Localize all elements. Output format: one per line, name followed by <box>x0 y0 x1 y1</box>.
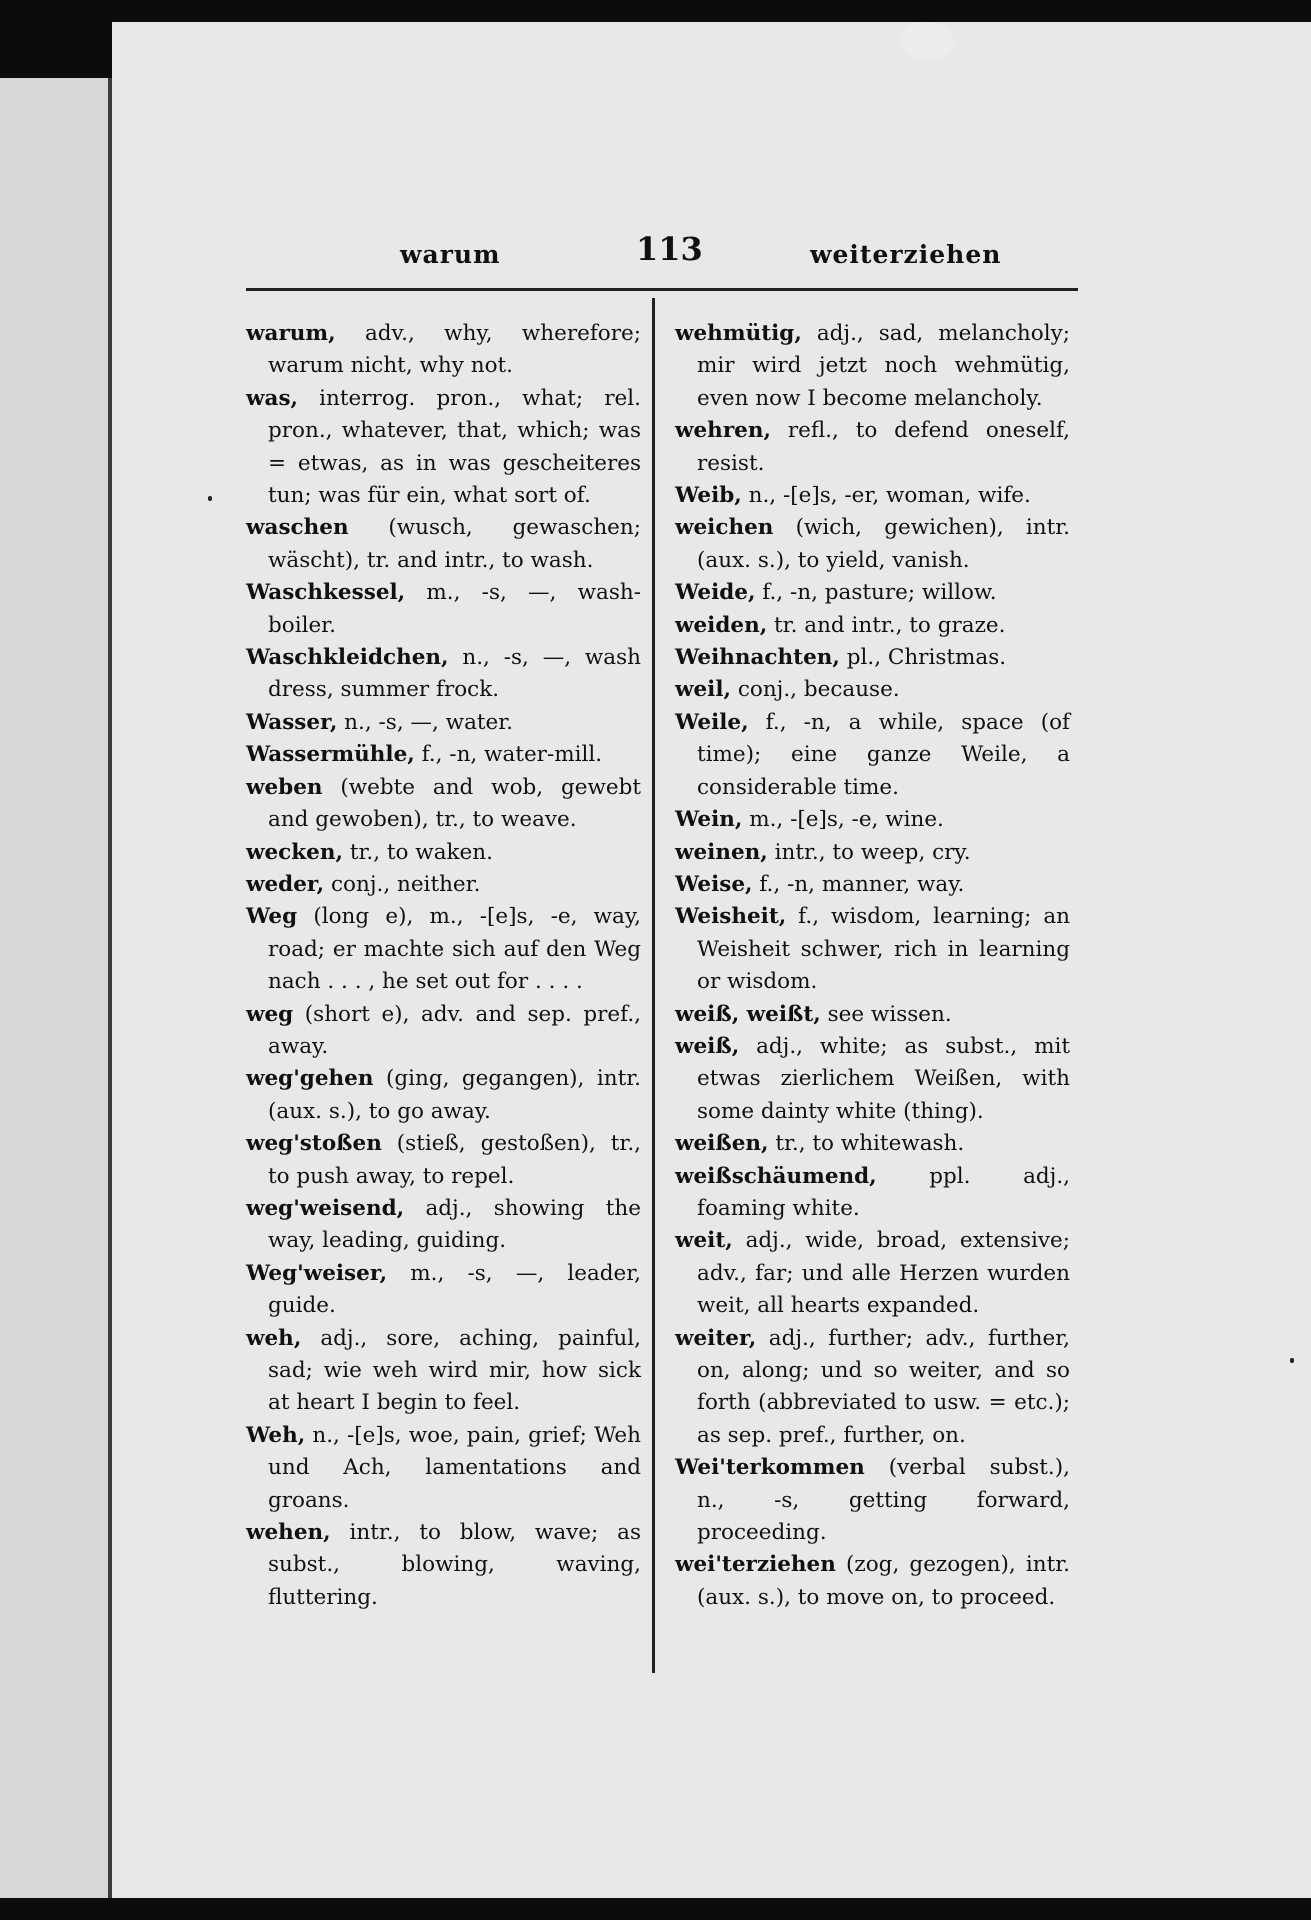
definition: m., -s, —, wash-boiler. <box>268 580 641 638</box>
headword: was, <box>246 385 299 411</box>
headword: waschen <box>246 515 349 541</box>
dictionary-entry <box>246 512 641 577</box>
headword: weichen <box>675 515 774 541</box>
definition: intr., to weep, cry. <box>767 839 971 865</box>
definition: pl., Christmas. <box>839 645 1007 671</box>
headword: weiter, <box>675 1325 757 1351</box>
headword: weg <box>246 1001 294 1027</box>
headword: Wassermühle, <box>246 742 415 768</box>
headword: Weile, <box>675 709 749 735</box>
header-rule <box>246 288 1078 291</box>
left-column <box>246 318 641 1614</box>
dictionary-entry <box>246 1193 641 1258</box>
dictionary-entry <box>246 707 641 739</box>
headword: weil, <box>675 677 732 703</box>
headword: weg'weisend, <box>246 1195 405 1221</box>
headword: Wasser, <box>246 709 338 735</box>
dictionary-entry <box>675 642 1070 674</box>
dictionary-entry <box>675 837 1070 869</box>
definition: interrog. pron., what; rel. pron., whatever, that, which; was = etwas, as in was gescheiteres tun; was für ein, what sort of. <box>268 385 641 509</box>
dictionary-entry <box>675 804 1070 836</box>
headword: wei'terziehen <box>675 1552 836 1578</box>
definition: m., -s, —, leader, guide. <box>268 1260 641 1319</box>
running-head-right: weiterziehen <box>810 240 1002 269</box>
headword: Wein, <box>675 807 743 833</box>
definition: adj., sad, melancholy; mir wird jetzt noch wehmütig, even now I become melancholy. <box>697 321 1070 411</box>
definition: f., -n, water-mill. <box>414 742 603 768</box>
definition: (zog, gezogen), intr. (aux. s.), to move on, to proceed. <box>697 1552 1070 1610</box>
headword: Weide, <box>675 580 756 606</box>
definition: (verbal subst.), n., -s, getting forward, proceeding. <box>697 1455 1070 1546</box>
dictionary-entry <box>246 1128 641 1193</box>
definition: n., -s, —, wash dress, summer frock. <box>268 645 641 703</box>
headword: weißschäumend, <box>675 1163 877 1189</box>
definition: intr., to blow, wave; as subst., blowing, waving, fluttering. <box>268 1520 641 1610</box>
definition: adj., further; adv., further, on, along; und so weiter, and so forth (abbreviated to usw. = etc.); as sep. pref., further, on. <box>697 1325 1070 1448</box>
definition: (wusch, gewaschen; wäscht), tr. and intr., to wash. <box>268 515 641 573</box>
dictionary-entry <box>675 1323 1070 1453</box>
definition: (ging, gegangen), intr. (aux. s.), to go away. <box>268 1066 641 1124</box>
column-divider <box>652 298 655 1673</box>
definition: adj., sore, aching, painful, sad; wie weh wird mir, how sick at heart I begin to feel. <box>268 1325 641 1416</box>
dictionary-entry <box>246 999 641 1064</box>
definition: (webte and wob, gewebt and gewoben), tr., to weave. <box>268 774 641 833</box>
headword: wehen, <box>246 1520 331 1546</box>
dictionary-entry <box>675 1128 1070 1160</box>
dictionary-entry <box>246 869 641 901</box>
definition: m., -[e]s, -e, wine. <box>742 807 944 833</box>
definition: n., -[e]s, -er, woman, wife. <box>741 483 1031 509</box>
definition: refl., to defend oneself, resist. <box>697 418 1070 476</box>
headword: weit, <box>675 1228 733 1254</box>
definition: tr., to waken. <box>342 839 493 865</box>
headword: weben <box>246 774 323 800</box>
page-number: 113 <box>636 230 703 268</box>
dictionary-entry <box>675 869 1070 901</box>
paper-blot <box>902 22 954 60</box>
headword: Waschkleidchen, <box>246 645 449 671</box>
facing-page-edge <box>0 78 112 1898</box>
headword: weg'gehen <box>246 1066 374 1092</box>
headword: weg'stoßen <box>246 1131 382 1157</box>
definition: f., wisdom, learning; an Weisheit schwer, rich in learning or wisdom. <box>697 904 1070 995</box>
page-header <box>0 228 1311 278</box>
dictionary-entry <box>246 739 641 771</box>
dictionary-entry <box>246 383 641 513</box>
dictionary-entry <box>675 318 1070 415</box>
dictionary-entry <box>675 577 1070 609</box>
dictionary-entry <box>246 642 641 707</box>
definition: conj., because. <box>731 677 900 703</box>
dictionary-entry <box>675 1225 1070 1322</box>
dictionary-entry <box>246 577 641 642</box>
dictionary-entry <box>675 1161 1070 1226</box>
dictionary-entry <box>675 999 1070 1031</box>
dictionary-entry <box>675 415 1070 480</box>
definition: see wissen. <box>820 1001 952 1027</box>
dictionary-entry <box>246 837 641 869</box>
definition: f., -n, a while, space (of time); eine ganze Weile, a considerable time. <box>697 709 1070 800</box>
headword: Waschkessel, <box>246 580 406 606</box>
dictionary-entry <box>675 610 1070 642</box>
definition: adv., why, wherefore; warum nicht, why not. <box>268 321 641 379</box>
definition: adj., showing the way, leading, guiding. <box>268 1195 641 1254</box>
definition: n., -[e]s, woe, pain, grief; Weh und Ach, lamentations and groans. <box>268 1422 641 1513</box>
headword: Weisheit, <box>675 904 787 930</box>
headword: weinen, <box>675 839 768 865</box>
dictionary-entry <box>675 512 1070 577</box>
dictionary-entry <box>675 1031 1070 1128</box>
dictionary-entry <box>246 1323 641 1420</box>
running-head-left: warum <box>400 240 501 269</box>
definition: tr., to whitewash. <box>768 1131 965 1157</box>
headword: wehmütig, <box>675 321 802 346</box>
headword: Weib, <box>675 483 742 509</box>
definition: conj., neither. <box>324 871 481 897</box>
dictionary-entry <box>246 1258 641 1323</box>
headword: Wei'terkommen <box>675 1455 865 1481</box>
dictionary-entry <box>675 1549 1070 1614</box>
headword: Weg <box>246 904 298 930</box>
headword: wehren, <box>675 418 771 444</box>
dictionary-entry <box>246 772 641 837</box>
ink-speck <box>1290 1358 1294 1363</box>
dictionary-entry <box>675 1452 1070 1549</box>
headword: Weg'weiser, <box>246 1260 388 1286</box>
dictionary-entry <box>246 901 641 998</box>
headword: Weise, <box>675 871 753 897</box>
dictionary-entry <box>246 1063 641 1128</box>
definition: (long e), m., -[e]s, -e, way, road; er machte sich auf den Weg nach . . . , he set out for . . . . <box>268 904 641 995</box>
headword: weiden, <box>675 612 768 638</box>
dictionary-entry <box>675 480 1070 512</box>
headword: weder, <box>246 871 325 897</box>
right-column <box>675 318 1070 1614</box>
headword: wecken, <box>246 839 343 865</box>
headword: weiß, weißt, <box>675 1001 821 1027</box>
definition: n., -s, —, water. <box>337 709 513 735</box>
headword: weiß, <box>675 1033 740 1059</box>
definition: adj., white; as subst., mit etwas zierlichem Weißen, with some dainty white (thing). <box>697 1033 1070 1124</box>
definition: (wich, gewichen), intr. (aux. s.), to yield, vanish. <box>697 515 1070 573</box>
headword: Weihnachten, <box>675 645 840 671</box>
dictionary-entry <box>246 318 641 383</box>
dictionary-entry <box>246 1517 641 1614</box>
definition: (short e), adv. and sep. pref., away. <box>268 1001 641 1059</box>
headword: warum, <box>246 321 336 346</box>
ink-speck <box>208 496 212 501</box>
dictionary-entry <box>675 674 1070 706</box>
headword: weißen, <box>675 1131 769 1157</box>
headword: Weh, <box>246 1422 306 1448</box>
definition: f., -n, manner, way. <box>752 871 965 897</box>
dictionary-entry <box>675 901 1070 998</box>
definition: tr. and intr., to graze. <box>767 612 1006 638</box>
dictionary-entry <box>675 707 1070 804</box>
definition: adj., wide, broad, extensive; adv., far; und alle Herzen wurden weit, all hearts expanded. <box>697 1228 1070 1319</box>
definition: f., -n, pasture; willow. <box>755 580 997 606</box>
headword: weh, <box>246 1325 302 1351</box>
definition: (stieß, gestoßen), tr., to push away, to repel. <box>268 1131 641 1189</box>
definition: ppl. adj., foaming white. <box>697 1163 1070 1221</box>
dictionary-entry <box>246 1420 641 1517</box>
